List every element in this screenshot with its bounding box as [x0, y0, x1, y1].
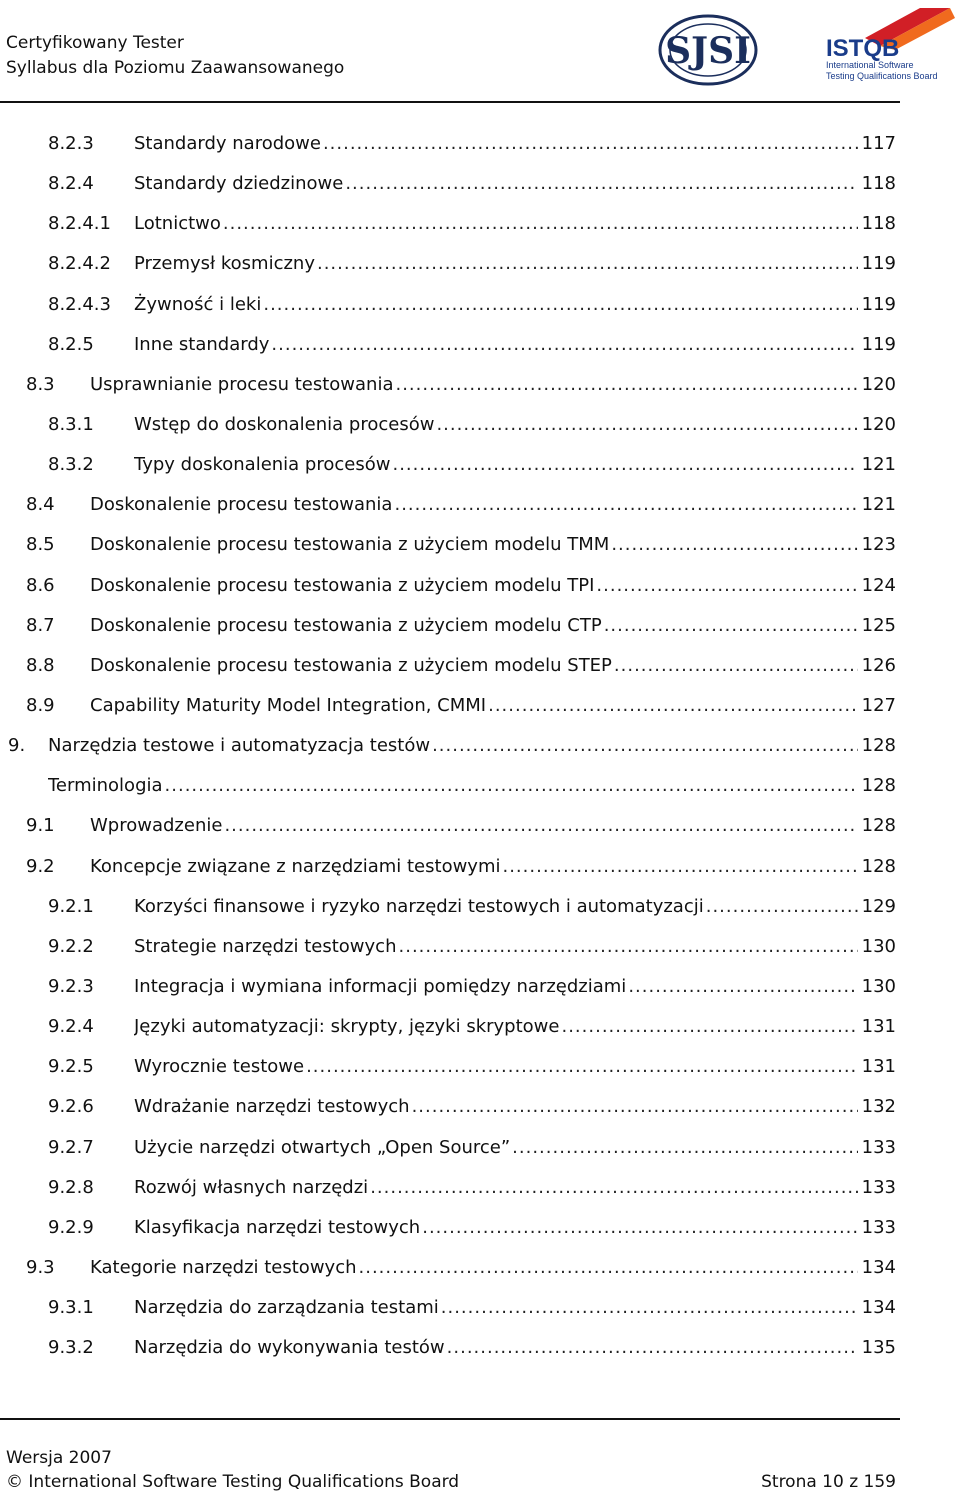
toc-entry-number: 9.2.2 [48, 935, 94, 957]
toc-entry-title-row [134, 285, 858, 325]
toc-entry[interactable] [0, 285, 900, 325]
toc-entry-title: Doskonalenie procesu testowania z użyciem modelu TPI [90, 566, 596, 606]
toc-entry-title: Capability Maturity Model Integration, CMMI [90, 686, 488, 726]
istqb-logo [826, 8, 955, 81]
toc-entry-page: 128 [861, 735, 896, 757]
toc-entry-number: 8.2.5 [48, 333, 94, 355]
toc-entry-title-row [134, 1288, 858, 1328]
footer-divider [0, 1418, 900, 1420]
toc-entry-number: 8.6 [26, 574, 55, 596]
toc-entry-title: Inne standardy [134, 325, 271, 365]
footer-page-number: Strona 10 z 159 [761, 1472, 896, 1492]
toc-entry-title: Wdrażanie narzędzi testowych [134, 1087, 412, 1127]
toc-entry-leader [165, 766, 858, 806]
toc-entry[interactable] [0, 806, 900, 846]
toc-entry-page: 128 [861, 775, 896, 797]
toc-entry-number: 9.2.7 [48, 1136, 94, 1158]
toc-entry-leader [512, 1128, 858, 1168]
toc-entry[interactable] [0, 1087, 900, 1127]
toc-entry[interactable] [0, 365, 900, 405]
toc-entry[interactable] [0, 1328, 900, 1368]
toc-entry-title-row [90, 566, 858, 606]
toc-entry-title-row [90, 686, 858, 726]
toc-entry-leader [614, 646, 858, 686]
toc-entry-title: Rozwój własnych narzędzi [134, 1168, 370, 1208]
toc-entry[interactable] [0, 1208, 900, 1248]
toc-entry-title: Terminologia [48, 766, 165, 806]
toc-entry-leader [441, 1288, 858, 1328]
toc-entry-page: 118 [861, 213, 896, 235]
toc-entry-leader [399, 927, 859, 967]
toc-entry-page: 124 [861, 574, 896, 596]
toc-entry-title-row [134, 325, 858, 365]
toc-entry-page: 127 [861, 694, 896, 716]
toc-entry-number: 9.1 [26, 815, 55, 837]
toc-entry-number: 8.2.4.3 [48, 293, 111, 315]
header-subtitle: Syllabus dla Poziomu Zaawansowanego [6, 58, 345, 78]
toc-entry-page: 121 [861, 454, 896, 476]
toc-entry-leader [604, 606, 858, 646]
toc-entry-title-row [134, 1208, 858, 1248]
toc-entry-page: 131 [861, 1056, 896, 1078]
toc-entry-title-row [90, 525, 858, 565]
toc-entry[interactable] [0, 325, 900, 365]
toc-entry-title: Strategie narzędzi testowych [134, 927, 399, 967]
toc-entry-title: Doskonalenie procesu testowania z użyciem modelu CTP [90, 606, 604, 646]
toc-entry-number: 8.2.4.1 [48, 213, 111, 235]
toc-entry-leader [394, 485, 858, 525]
toc-entry-leader [611, 525, 858, 565]
toc-entry[interactable] [0, 1168, 900, 1208]
toc-entry[interactable] [0, 1047, 900, 1087]
footer-version: Wersja 2007 [6, 1448, 112, 1468]
toc-entry-number: 9.3 [26, 1256, 55, 1278]
toc-entry-page: 125 [861, 614, 896, 636]
toc-entry-page: 128 [861, 815, 896, 837]
toc-entry-page: 120 [861, 413, 896, 435]
toc-entry-page: 133 [861, 1176, 896, 1198]
toc-entry-number: 9.2.3 [48, 975, 94, 997]
toc-entry-page: 130 [861, 975, 896, 997]
toc-entry[interactable] [0, 606, 900, 646]
toc-entry-title-row [90, 1248, 858, 1288]
toc-entry-title-row [90, 365, 858, 405]
toc-entry-title: Doskonalenie procesu testowania z użyciem modelu STEP [90, 646, 614, 686]
toc-entry-title: Klasyfikacja narzędzi testowych [134, 1208, 422, 1248]
toc-entry-leader [488, 686, 858, 726]
toc-entry-title: Doskonalenie procesu testowania [90, 485, 394, 525]
toc-entry-number: 9.2.6 [48, 1096, 94, 1118]
toc-entry-page: 117 [861, 133, 896, 154]
toc-entry-title: Przemysł kosmiczny [134, 244, 317, 284]
toc-entry-title-row [48, 766, 858, 806]
toc-entry-title-row [90, 606, 858, 646]
istqb-logo-text: ISTQB [826, 35, 900, 62]
toc-entry-page: 133 [861, 1136, 896, 1158]
toc-entry-leader [359, 1248, 858, 1288]
toc-entry-page: 123 [861, 534, 896, 556]
toc-entry-title-row [134, 204, 858, 244]
istqb-logo-sub2: Testing Qualifications Board [826, 71, 938, 81]
toc-entry-title-row [134, 124, 858, 164]
toc-entry[interactable] [0, 726, 900, 766]
toc-entry-title: Standardy narodowe [134, 124, 323, 164]
header-divider [0, 101, 900, 103]
toc-entry-page: 134 [861, 1297, 896, 1319]
toc-entry-title: Doskonalenie procesu testowania z użyciem modelu TMM [90, 525, 611, 565]
toc-entry-number: 8.3.2 [48, 454, 94, 476]
sjsi-logo-text: SJSI [665, 30, 751, 72]
toc-entry-title: Korzyści finansowe i ryzyko narzędzi testowych i automatyzacji [134, 887, 706, 927]
toc-entry[interactable] [0, 244, 900, 284]
toc-entry-title-row [134, 887, 858, 927]
toc-entry-leader [628, 967, 858, 1007]
toc-entry-number: 9.2.1 [48, 895, 94, 917]
toc-entry[interactable] [0, 766, 900, 806]
toc-entry-page: 119 [861, 293, 896, 315]
toc-entry-leader [370, 1168, 858, 1208]
toc-entry-page: 121 [861, 494, 896, 516]
toc-entry-leader [263, 285, 858, 325]
toc-entry-title-row [90, 646, 858, 686]
table-of-contents [0, 124, 900, 1368]
toc-entry-number: 9.3.2 [48, 1337, 94, 1359]
toc-entry-leader [223, 204, 858, 244]
toc-entry-page: 126 [861, 654, 896, 676]
toc-entry-title: Narzędzia testowe i automatyzacja testów [48, 726, 432, 766]
footer-copyright: © International Software Testing Qualifications Board [6, 1472, 460, 1492]
toc-entry[interactable] [0, 1248, 900, 1288]
toc-entry-leader [447, 1328, 858, 1368]
toc-entry-title: Wprowadzenie [90, 806, 224, 846]
toc-entry-leader [436, 405, 858, 445]
toc-entry-number: 9.3.1 [48, 1297, 94, 1319]
toc-entry-title-row [90, 485, 858, 525]
toc-entry-number: 8.2.3 [48, 133, 94, 154]
toc-entry-title-row [134, 405, 858, 445]
toc-entry[interactable] [0, 967, 900, 1007]
toc-entry-title-row [134, 244, 858, 284]
toc-entry-leader [596, 566, 858, 606]
toc-entry-title-row [134, 1007, 858, 1047]
toc-entry-page: 119 [861, 333, 896, 355]
toc-entry-title-row [48, 726, 858, 766]
toc-entry-number: 9.2.8 [48, 1176, 94, 1198]
toc-entry-number: 8.3 [26, 373, 55, 395]
toc-entry-leader [345, 164, 858, 204]
toc-entry-title: Typy doskonalenia procesów [134, 445, 392, 485]
toc-entry-title: Koncepcje związane z narzędziami testowymi [90, 847, 502, 887]
toc-entry-page: 120 [861, 373, 896, 395]
toc-entry-page: 130 [861, 935, 896, 957]
toc-entry-title: Integracja i wymiana informacji pomiędzy narzędziami [134, 967, 628, 1007]
toc-entry-leader [323, 124, 858, 164]
toc-entry[interactable] [0, 887, 900, 927]
toc-entry[interactable] [0, 566, 900, 606]
toc-entry-title: Wyrocznie testowe [134, 1047, 306, 1087]
toc-entry-leader [271, 325, 858, 365]
toc-entry-leader [306, 1047, 858, 1087]
toc-entry[interactable] [0, 164, 900, 204]
toc-entry-leader [412, 1087, 858, 1127]
toc-entry-leader [224, 806, 858, 846]
toc-entry-leader [502, 847, 858, 887]
toc-entry[interactable] [0, 1007, 900, 1047]
toc-entry-number: 9.2 [26, 855, 55, 877]
toc-entry[interactable] [0, 927, 900, 967]
toc-entry[interactable] [0, 646, 900, 686]
toc-entry-title: Języki automatyzacji: skrypty, języki skryptowe [134, 1007, 561, 1047]
toc-entry-number: 8.9 [26, 694, 55, 716]
toc-entry-title: Użycie narzędzi otwartych „Open Source” [134, 1128, 512, 1168]
toc-entry-leader [706, 887, 858, 927]
toc-entry-number: 9.2.9 [48, 1216, 94, 1238]
toc-entry-title: Kategorie narzędzi testowych [90, 1248, 359, 1288]
toc-entry-leader [561, 1007, 858, 1047]
toc-entry-title-row [90, 847, 858, 887]
toc-entry-title-row [134, 1047, 858, 1087]
toc-entry[interactable] [0, 405, 900, 445]
toc-entry-title-row [134, 927, 858, 967]
toc-entry-number: 8.5 [26, 534, 55, 556]
toc-entry[interactable] [0, 1288, 900, 1328]
istqb-logo-sub1: International Software [826, 60, 914, 70]
toc-entry-page: 135 [861, 1337, 896, 1359]
toc-entry[interactable] [0, 847, 900, 887]
toc-entry-page: 133 [861, 1216, 896, 1238]
toc-entry-title-row [134, 1087, 858, 1127]
toc-entry-title: Usprawnianie procesu testowania [90, 365, 395, 405]
toc-entry[interactable] [0, 1128, 900, 1168]
toc-entry-leader [392, 445, 858, 485]
toc-entry-page: 128 [861, 855, 896, 877]
toc-entry-title-row [134, 445, 858, 485]
toc-entry-page: 132 [861, 1096, 896, 1118]
toc-entry-title: Standardy dziedzinowe [134, 164, 345, 204]
header-logos [650, 8, 960, 94]
toc-entry-leader [395, 365, 858, 405]
toc-entry-page: 131 [861, 1016, 896, 1038]
toc-entry-number: 8.3.1 [48, 413, 94, 435]
toc-entry-title-row [134, 967, 858, 1007]
toc-entry-number: 8.7 [26, 614, 55, 636]
toc-entry-leader [422, 1208, 858, 1248]
toc-entry-title: Narzędzia do zarządzania testami [134, 1288, 441, 1328]
toc-entry-page: 118 [861, 173, 896, 195]
toc-entry-title-row [134, 1168, 858, 1208]
toc-entry-title-row [90, 806, 858, 846]
toc-entry-page: 134 [861, 1256, 896, 1278]
toc-entry-number: 8.8 [26, 654, 55, 676]
toc-entry-number: 9.2.4 [48, 1016, 94, 1038]
toc-entry[interactable] [0, 485, 900, 525]
toc-entry-title: Wstęp do doskonalenia procesów [134, 405, 436, 445]
toc-entry-number: 8.2.4 [48, 173, 94, 195]
toc-entry-number: 9.2.5 [48, 1056, 94, 1078]
sjsi-logo [660, 16, 756, 84]
toc-entry-title-row [134, 164, 858, 204]
toc-entry[interactable] [0, 204, 900, 244]
toc-entry-page: 129 [861, 895, 896, 917]
header-title: Certyfikowany Tester [6, 33, 184, 53]
toc-entry-title-row [134, 1128, 858, 1168]
toc-entry-title: Lotnictwo [134, 204, 223, 244]
toc-entry-title: Żywność i leki [134, 285, 263, 325]
toc-entry-leader [432, 726, 858, 766]
toc-entry-number: 9. [8, 735, 26, 757]
toc-entry[interactable] [0, 124, 900, 164]
toc-entry-leader [317, 244, 858, 284]
toc-entry-title-row [134, 1328, 858, 1368]
toc-entry[interactable] [0, 445, 900, 485]
toc-entry[interactable] [0, 686, 900, 726]
toc-entry-page: 119 [861, 253, 896, 275]
toc-entry[interactable] [0, 525, 900, 565]
toc-entry-number: 8.2.4.2 [48, 253, 111, 275]
document-header [6, 31, 344, 81]
toc-entry-title: Narzędzia do wykonywania testów [134, 1328, 447, 1368]
toc-entry-number: 8.4 [26, 494, 55, 516]
